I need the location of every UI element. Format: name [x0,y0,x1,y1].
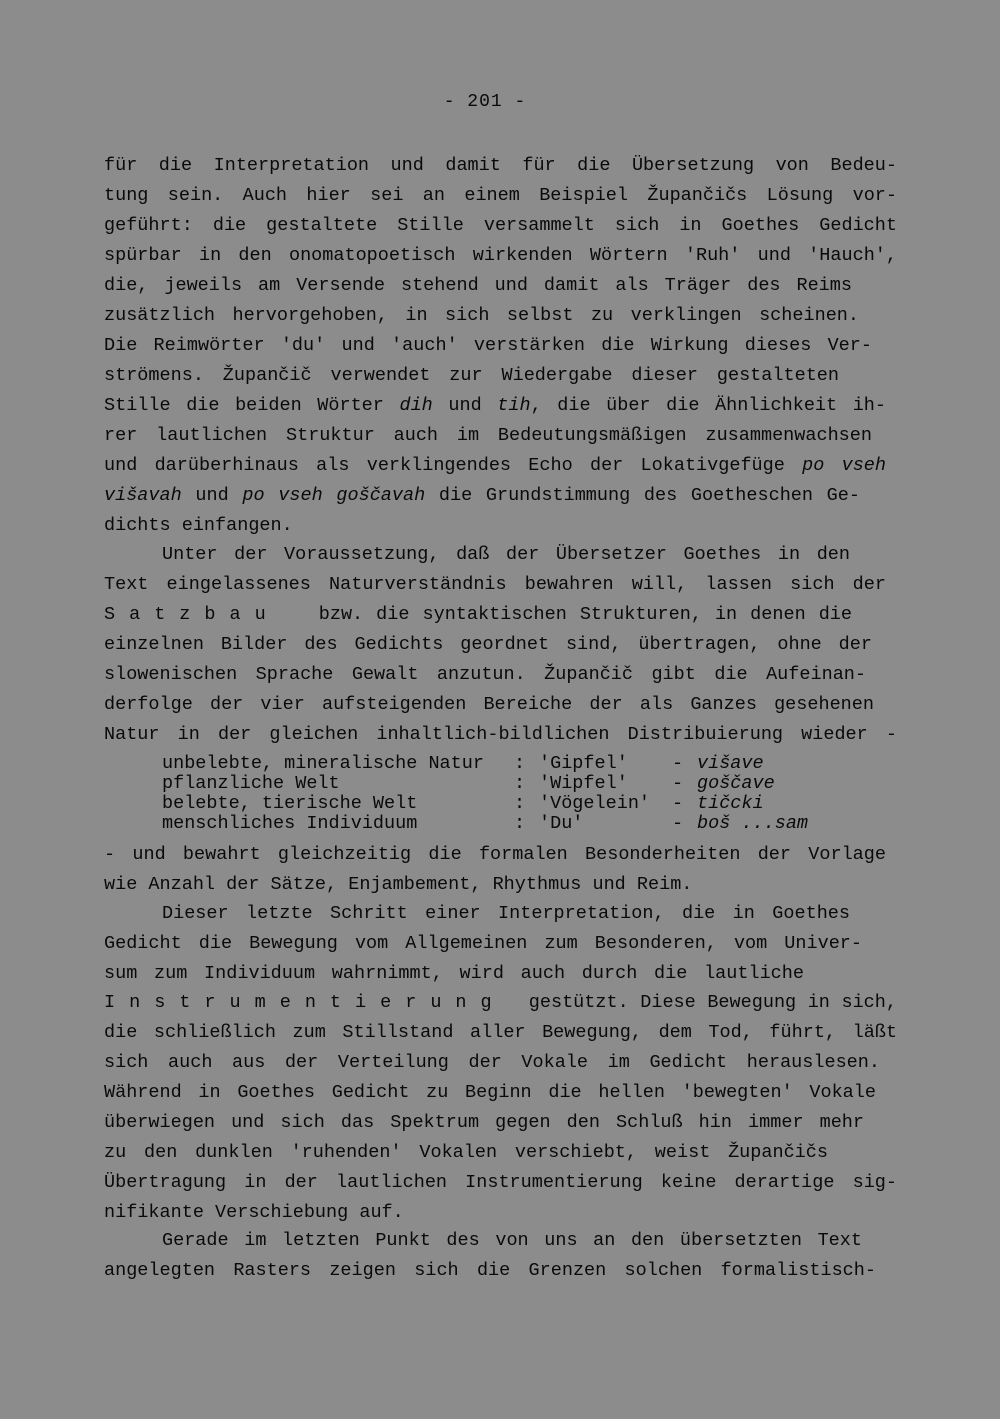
text-segment: Stille die beiden Wörter [104,395,400,416]
text-segment: und darüberhinaus als verklingendes Echo der Lokativgefüge [104,455,803,476]
text-segment: , die über die Ähnlichkeit ih- [530,395,887,416]
text-line: nifikante Verschiebung auf. [104,1202,404,1223]
italic-word: višavah [104,485,182,506]
text-segment: und [181,485,243,506]
text-line: zusätzlich hervorgehoben, in sich selbst zu verklingen scheinen. [104,305,859,326]
table-cell-separator: : [514,773,526,794]
text-line: einzelnen Bilder des Gedichts geordnet sind, übertragen, ohne der [104,634,872,655]
spaced-term: Instrumentierung [104,992,506,1013]
text-line: - und bewahrt gleichzeitig die formalen Besonderheiten der Vorlage [104,844,886,865]
spaced-term: Satzbau [104,604,280,625]
table-cell-slovene: višave [697,753,764,774]
italic-word: tih [497,395,531,416]
text-segment: gestützt. Diese Bewegung in sich, [505,992,897,1013]
table-cell-german: 'Gipfel' [539,753,628,774]
text-line: sich auch aus der Verteilung der Vokale im Gedicht herauslesen. [104,1052,880,1073]
italic-phrase: po vseh [802,455,886,476]
page-number: - 201 - [443,92,527,112]
text-line: Unter der Voraussetzung, daß der Übersetzer Goethes in den [162,544,850,565]
text-line [104,483,860,509]
text-line [104,393,886,419]
text-segment: bzw. die syntaktischen Strukturen, in denen die [279,604,852,625]
table-cell-separator: : [514,793,526,814]
text-line: dichts einfangen. [104,515,293,536]
table-cell-slovene: goščave [697,773,775,794]
table-cell-dash: - [672,753,684,774]
text-line: sum zum Individuum wahrnimmt, wird auch durch die lautliche [104,963,804,984]
text-line: angelegten Rasters zeigen sich die Grenzen solchen formalistisch- [104,1260,876,1281]
text-line: für die Interpretation und damit für die Übersetzung von Bedeu- [104,155,897,176]
text-line: überwiegen und sich das Spektrum gegen den Schluß hin immer mehr [104,1112,864,1133]
text-line: tung sein. Auch hier sei an einem Beispiel Župančičs Lösung vor- [104,185,897,206]
table-cell-dash: - [672,773,684,794]
text-segment: die Grundstimmung des Goetheschen Ge- [425,485,860,506]
text-line: Dieser letzte Schritt einer Interpretation, die in Goethes [162,903,850,924]
table-cell-slovene: boš ...sam [697,813,809,834]
italic-phrase: po vseh goščavah [242,485,426,506]
table-cell-german: 'Vögelein' [539,793,651,814]
text-line: wie Anzahl der Sätze, Enjambement, Rhythmus und Reim. [104,874,693,895]
table-cell-domain: belebte, tierische Welt [162,793,418,814]
table-cell-separator: : [514,753,526,774]
text-line: Übertragung in der lautlichen Instrumentierung keine derartige sig- [104,1172,897,1193]
text-line: Während in Goethes Gedicht zu Beginn die hellen 'bewegten' Vokale [104,1082,876,1103]
text-segment: und [432,395,498,416]
table-cell-separator: : [514,813,526,834]
table-row [162,814,817,834]
text-line: geführt: die gestaltete Stille versammelt sich in Goethes Gedicht [104,215,897,236]
table-cell-dash: - [672,813,684,834]
table-cell-slovene: tičcki [697,793,764,814]
text-line: zu den dunklen 'ruhenden' Vokalen verschiebt, weist Župančičs [104,1142,828,1163]
table-cell-german: 'Wipfel' [539,773,628,794]
table-cell-dash: - [672,793,684,814]
text-line: Text eingelassenes Naturverständnis bewahren will, lassen sich der [104,574,886,595]
text-line: slowenischen Sprache Gewalt anzutun. Župančič gibt die Aufeinan- [104,664,866,685]
text-line: Gedicht die Bewegung vom Allgemeinen zum Besonderen, vom Univer- [104,933,862,954]
text-line: strömens. Župančič verwendet zur Wiedergabe dieser gestalteten [104,365,839,386]
table-cell-domain: pflanzliche Welt [162,773,340,794]
table-cell-german: 'Du' [539,813,584,834]
text-line: Die Reimwörter 'du' und 'auch' verstärken die Wirkung dieses Ver- [104,335,872,356]
italic-word: dih [399,395,433,416]
text-line: rer lautlichen Struktur auch im Bedeutungsmäßigen zusammenwachsen [104,425,872,446]
table-row [162,794,817,814]
table-row [162,754,817,774]
text-line [104,990,897,1016]
table-cell-domain: menschliches Individuum [162,813,418,834]
text-line [104,602,852,628]
text-line: Natur in der gleichen inhaltlich-bildlichen Distribuierung wieder - [104,724,897,745]
text-line: die, jeweils am Versende stehend und damit als Träger des Reims [104,275,852,296]
text-line [104,453,886,479]
table-cell-domain: unbelebte, mineralische Natur [162,753,484,774]
table-row [162,774,817,794]
text-line: spürbar in den onomatopoetisch wirkenden Wörtern 'Ruh' und 'Hauch', [104,245,897,266]
text-line: die schließlich zum Stillstand aller Bewegung, dem Tod, führt, läßt [104,1022,897,1043]
text-line: Gerade im letzten Punkt des von uns an den übersetzten Text [162,1230,862,1251]
text-line: derfolge der vier aufsteigenden Bereiche der als Ganzes gesehenen [104,694,874,715]
